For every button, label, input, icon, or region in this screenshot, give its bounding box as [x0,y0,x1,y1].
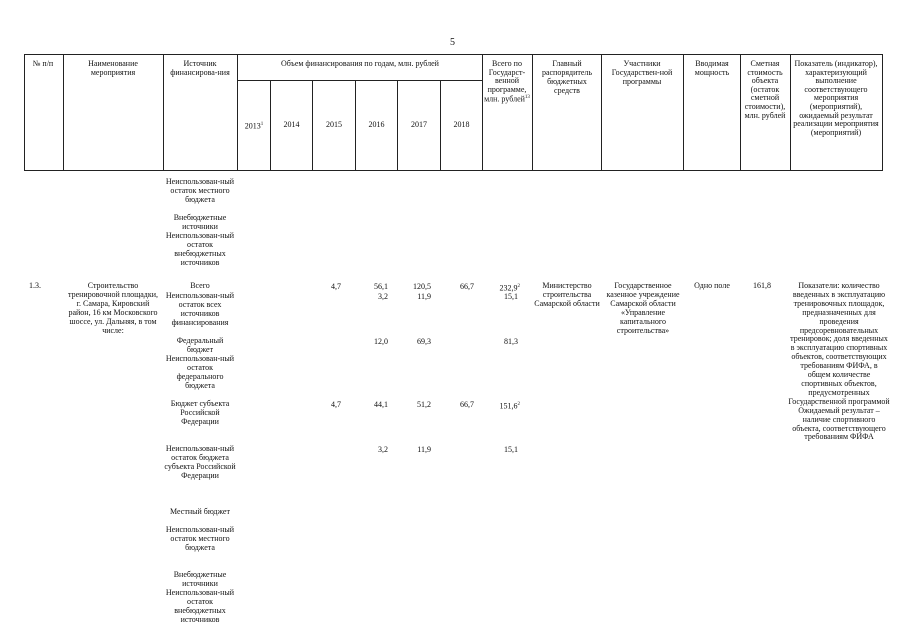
header-total [484,60,530,105]
col-line-11 [601,54,602,171]
row-participants: Государственное казенное учреждение Самарской области «Управление капитального строительства» [606,281,680,335]
col-line-15 [882,54,883,171]
carryover-source-unused-extrabudget: Неиспользован-ный остаток внебюджетных источников [165,231,235,267]
col-line-0 [24,54,25,171]
header-num: № п/п [32,59,54,68]
carryover-source-unused-local: Неиспользован-ный остаток местного бюджета [165,177,235,204]
value-unused-all-2016: 3,2 [378,292,388,301]
source-unused-extrabudget: Неиспользован-ный остаток внебюджетных источников [165,588,235,624]
row-num: 1.3. [29,281,41,290]
value-regional-sum-label: 151,6 [499,401,518,411]
header-name: Наименование мероприятия [88,59,138,77]
col-line-14 [790,54,791,171]
header-year-2017: 2017 [411,120,427,129]
header-top-border [24,54,882,55]
header-cost: Сметная стоимость объекта (остаток сметной стоимости), млн. рублей [744,59,786,120]
row-cost: 161,8 [753,281,771,290]
header-bottom-border [24,170,882,171]
header-year-2014: 2014 [283,120,300,129]
col-line-10 [532,54,533,171]
value-unused-regional-2017: 11,9 [417,445,431,454]
header-funding-group: Объем финансирования по годам, млн. рублей [281,59,439,68]
source-extrabudget: Внебюджетные источники [173,570,227,588]
value-unused-all-2017: 11,9 [417,292,431,301]
col-line-2 [163,54,164,171]
col-line-12 [683,54,684,171]
source-unused-local: Неиспользован-ный остаток местного бюджета [165,525,235,552]
value-total-sum-sup: 2 [517,284,520,289]
value-regional-2017: 51,2 [417,400,431,409]
header-total-sup: 13 [524,95,530,101]
header-total-label: Всего по Государст-венной программе, млн. рублей [484,59,527,105]
funding-subheader-line [237,80,482,81]
value-total-2015: 4,7 [331,282,341,291]
header-year-2015: 2015 [326,120,342,129]
header-year-2013 [238,121,270,132]
header-year-2018: 2018 [453,120,470,129]
col-line-3 [237,54,238,171]
header-year-2013-label: 2013 [244,121,261,131]
source-unused-regional: Неиспользован-ный остаток бюджета субъекта Российской Федерации [164,444,236,480]
header-capacity: Вводимая мощность [694,59,730,77]
carryover-source-extrabudget: Внебюджетные источники [173,213,227,231]
source-federal: Федеральный бюджет [176,336,224,354]
value-regional-2015: 4,7 [331,400,341,409]
header-indicator: Показатель (индикатор), характеризующий выполнение соответствующего мероприятия (мероприятий), ожидаемый результат реализации мероприятия (мероприятий) [793,59,879,137]
header-year-2013-sup: 1 [260,122,264,127]
value-federal-sum: 81,3 [504,337,518,346]
value-regional-sum [484,400,520,411]
header-participants: Участники Государствен-ной программы [611,59,673,86]
value-regional-2018: 66,7 [460,400,474,409]
header-manager: Главный распорядитель бюджетных средств [541,59,593,95]
value-regional-sum-sup: 2 [517,402,520,407]
value-total-sum-label: 232,9 [499,283,518,293]
value-federal-2017: 69,3 [417,337,431,346]
row-name: Строительство тренировочной площадки, г. Самара, Кировский район, 16 км Московского шоссе, ул. Дальняя, в том числе: [67,281,159,335]
value-total-2018: 66,7 [460,282,474,291]
value-federal-2016: 12,0 [374,337,388,346]
value-unused-all-sum: 15,1 [504,292,518,301]
row-capacity: Одно поле [694,281,730,290]
value-total-2016: 56,1 [374,282,388,291]
source-local: Местный бюджет [170,507,230,516]
value-regional-2016: 44,1 [374,400,388,409]
row-indicator: Показатели: количество введенных в эксплуатацию тренировочных площадок, предназначенных для проведения предсоревновательных тренировок; доля введенных в эксплуатацию спортивных объектов, соответствующих требованиям ФИФА, в общем количестве спортивных объектов, предусмотренных Государственной программой Ожидаемый результат – наличие спортивного объекта, соответствующего требованиям ФИФА [788,281,890,442]
source-unused-federal: Неиспользован-ный остаток федерального бюджета [165,354,235,390]
source-regional: Бюджет субъекта Российской Федерации [170,399,230,426]
source-total: Всего [190,281,210,290]
value-unused-regional-sum: 15,1 [504,445,518,454]
page-number: 5 [450,37,455,48]
value-total-2017: 120,5 [413,282,431,291]
col-line-1 [63,54,64,171]
source-unused-all: Неиспользован-ный остаток всех источников финансирования [165,291,235,327]
col-line-9 [482,54,483,171]
value-unused-regional-2016: 3,2 [378,445,388,454]
header-source: Источник финансирова-ния [170,59,230,77]
header-year-2016: 2016 [368,120,385,129]
row-manager: Министерство строительства Самарской области [534,281,600,308]
